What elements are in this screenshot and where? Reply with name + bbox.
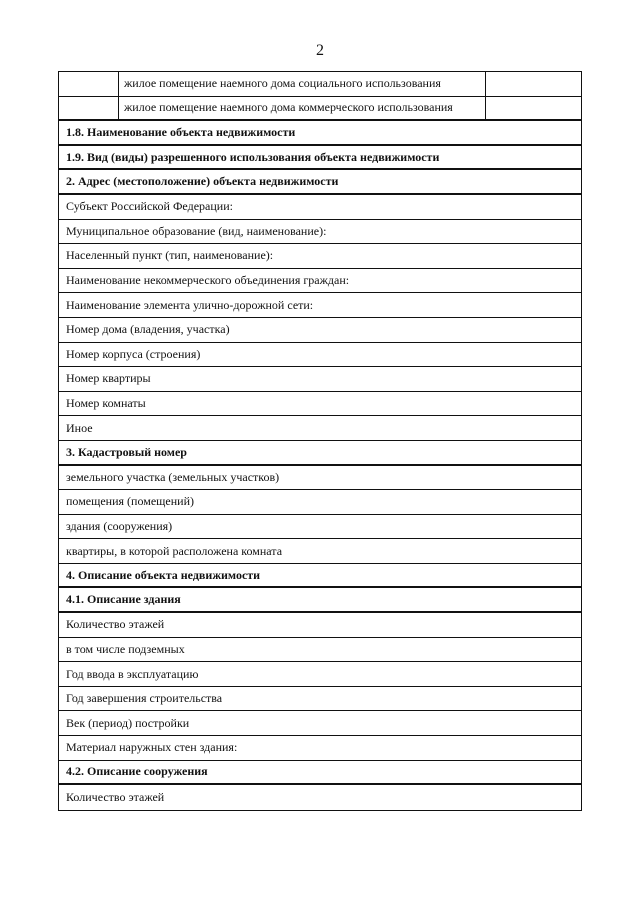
form-field-row[interactable]: Количество этажей	[66, 790, 165, 805]
section-heading: 4. Описание объекта недвижимости	[59, 564, 581, 589]
form-field-row[interactable]: Номер дома (владения, участка)	[59, 318, 581, 343]
section-heading: 3. Кадастровый номер	[59, 441, 581, 466]
checkbox-row-label: жилое помещение наемного дома социального использования	[124, 76, 441, 91]
form-field-row[interactable]: Субъект Российской Федерации:	[59, 195, 581, 220]
form-field-row[interactable]: Номер квартиры	[59, 367, 581, 392]
form-field-row[interactable]: Год завершения строительства	[59, 687, 581, 712]
form-table	[58, 71, 582, 811]
section-heading: 1.8. Наименование объекта недвижимости	[59, 121, 581, 146]
checkbox-row	[59, 72, 581, 97]
form-field-row[interactable]: Муниципальное образование (вид, наименование):	[59, 220, 581, 245]
value-cell[interactable]	[485, 72, 581, 96]
section-heading: 1.9. Вид (виды) разрешенного использования объекта недвижимости	[59, 146, 581, 171]
form-field-row[interactable]: помещения (помещений)	[59, 490, 581, 515]
checkbox-cell[interactable]	[59, 72, 119, 96]
checkbox-cell[interactable]	[59, 97, 119, 120]
section-heading: 4.2. Описание сооружения	[59, 761, 581, 786]
page-number: 2	[316, 42, 324, 59]
section-heading: 4.1. Описание здания	[59, 588, 581, 613]
form-field-row[interactable]: Номер корпуса (строения)	[59, 343, 581, 368]
form-field-row[interactable]: Иное	[59, 416, 581, 441]
value-cell[interactable]	[485, 97, 581, 120]
section-heading: 2. Адрес (местоположение) объекта недвижимости	[59, 170, 581, 195]
form-field-row[interactable]: Количество этажей	[59, 613, 581, 638]
form-field-row[interactable]: Населенный пункт (тип, наименование):	[59, 244, 581, 269]
form-field-row[interactable]: Материал наружных стен здания:	[59, 736, 581, 761]
form-field-row[interactable]: Наименование некоммерческого объединения граждан:	[59, 269, 581, 294]
form-field-row[interactable]: земельного участка (земельных участков)	[59, 466, 581, 491]
form-field-row[interactable]: квартиры, в которой расположена комната	[59, 539, 581, 564]
form-field-row[interactable]: Наименование элемента улично-дорожной сети:	[59, 293, 581, 318]
form-field-row[interactable]: Год ввода в эксплуатацию	[59, 662, 581, 687]
form-field-row[interactable]: Номер комнаты	[59, 392, 581, 417]
form-field-row[interactable]: в том числе подземных	[59, 638, 581, 663]
form-field-row[interactable]: Век (период) постройки	[59, 711, 581, 736]
checkbox-row-label: жилое помещение наемного дома коммерческого использования	[124, 100, 453, 115]
checkbox-row	[59, 97, 581, 122]
form-field-row[interactable]: здания (сооружения)	[59, 515, 581, 540]
